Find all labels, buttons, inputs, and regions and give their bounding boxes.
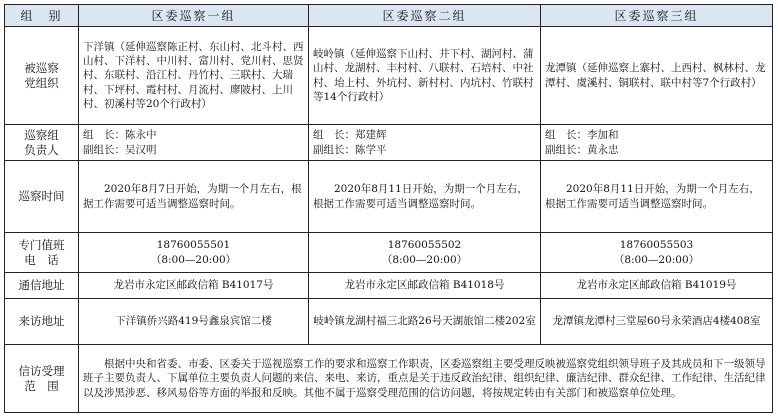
scope-text: 根据中央和省委、市委、区委关于巡视巡察工作的要求和巡察工作职责，区委巡察组主要受理反映被巡察党组织领导班子及其成员和下一级领导班子主要负责人、下属单位主要负责人问题的来信、来电、来访，重点是关于违反政治纪律、组织纪律、廉洁纪律、群众纪律、工作纪律、生活纪律以及涉黑涉恶、移风易俗等方面的举报和反映。其他不属于巡察受理范围的信访问题，将按规定转由有关部门和被巡察单位处理。	[79, 345, 773, 413]
header-team-3: 区委巡察三组	[541, 5, 773, 27]
row-label-visit: 来访地址	[5, 299, 79, 345]
leader-name: 组 长：陈永中	[83, 129, 157, 142]
deputy-name: 副组长：陈学平	[313, 143, 387, 156]
header-team-1: 区委巡察一组	[79, 5, 309, 27]
row-label-scope: 信访受理 范 围	[5, 345, 79, 413]
header-row	[5, 5, 773, 27]
row-visit	[5, 299, 773, 345]
phone-number: 18760055501	[156, 239, 231, 252]
visit-team-2: 岐岭镇龙湖村福三北路26号天湖旅馆二楼202室	[309, 299, 541, 345]
row-target	[5, 27, 773, 125]
target-team-1: 下洋镇（延伸巡察陈正村、东山村、北斗村、西山村、下洋村、中川村、富川村、党川村、思贤村、东联村、沿江村、丹竹村、三联村、大瑞村、下坪村、霞村村、月流村、廖陂村、上川村、初溪村等20个行政村）	[79, 27, 309, 125]
phone-team-3	[541, 233, 773, 273]
time-team-3: 2020年8月11日开始，为期一个月左右，根据工作需要可适当调整巡察时间。	[541, 161, 773, 233]
duty-hours: （8:00—20:00）	[381, 253, 468, 266]
row-address	[5, 273, 773, 299]
address-team-3: 龙岩市永定区邮政信箱 B41019号	[541, 273, 773, 299]
row-label-leaders: 巡察组 负责人	[5, 125, 79, 161]
time-team-2: 2020年8月11日开始，为期一个月左右，根据工作需要可适当调整巡察时间。	[309, 161, 541, 233]
deputy-name: 副组长：黄永忠	[545, 143, 619, 156]
phone-team-2	[309, 233, 541, 273]
phone-number: 18760055502	[387, 239, 462, 252]
row-label-time: 巡察时间	[5, 161, 79, 233]
leaders-team-3	[541, 125, 773, 161]
row-phone	[5, 233, 773, 273]
header-team-2: 区委巡察二组	[309, 5, 541, 27]
phone-team-1	[79, 233, 309, 273]
leader-name: 组 长：李加和	[545, 129, 619, 142]
phone-number: 18760055503	[619, 239, 694, 252]
inspection-schedule-table	[4, 4, 773, 413]
row-time	[5, 161, 773, 233]
header-group: 组 别	[5, 5, 79, 27]
leaders-team-2	[309, 125, 541, 161]
duty-hours: （8:00—20:00）	[613, 253, 700, 266]
time-team-1: 2020年8月7日开始，为期一个月左右，根据工作需要可适当调整巡察时间。	[79, 161, 309, 233]
address-team-2: 龙岩市永定区邮政信箱 B41018号	[309, 273, 541, 299]
leader-name: 组 长：郑建辉	[313, 129, 387, 142]
row-leaders	[5, 125, 773, 161]
row-label-target: 被巡察 党组织	[5, 27, 79, 125]
row-label-phone: 专门值班 电 话	[5, 233, 79, 273]
duty-hours: （8:00—20:00）	[150, 253, 237, 266]
address-team-1: 龙岩市永定区邮政信箱 B41017号	[79, 273, 309, 299]
leaders-team-1	[79, 125, 309, 161]
target-team-2: 岐岭镇（延伸巡察下山村、井下村、湖河村、蒲山村、龙湖村、丰村村、八联村、石培村、中社村、坮上村、外坑村、新村村、内坑村、竹联村等14个行政村）	[309, 27, 541, 125]
deputy-name: 副组长：吴汉明	[83, 143, 157, 156]
visit-team-3: 龙潭镇龙潭村三堂屋60号永荣酒店4楼408室	[541, 299, 773, 345]
visit-team-1: 下洋镇侨兴路419号鑫泉宾馆二楼	[79, 299, 309, 345]
row-label-address: 通信地址	[5, 273, 79, 299]
target-team-3: 龙潭镇（延伸巡察上寨村、上西村、枫林村、龙潭村、虞溪村、铜联村、联中村等7个行政村）	[541, 27, 773, 125]
row-scope	[5, 345, 773, 413]
